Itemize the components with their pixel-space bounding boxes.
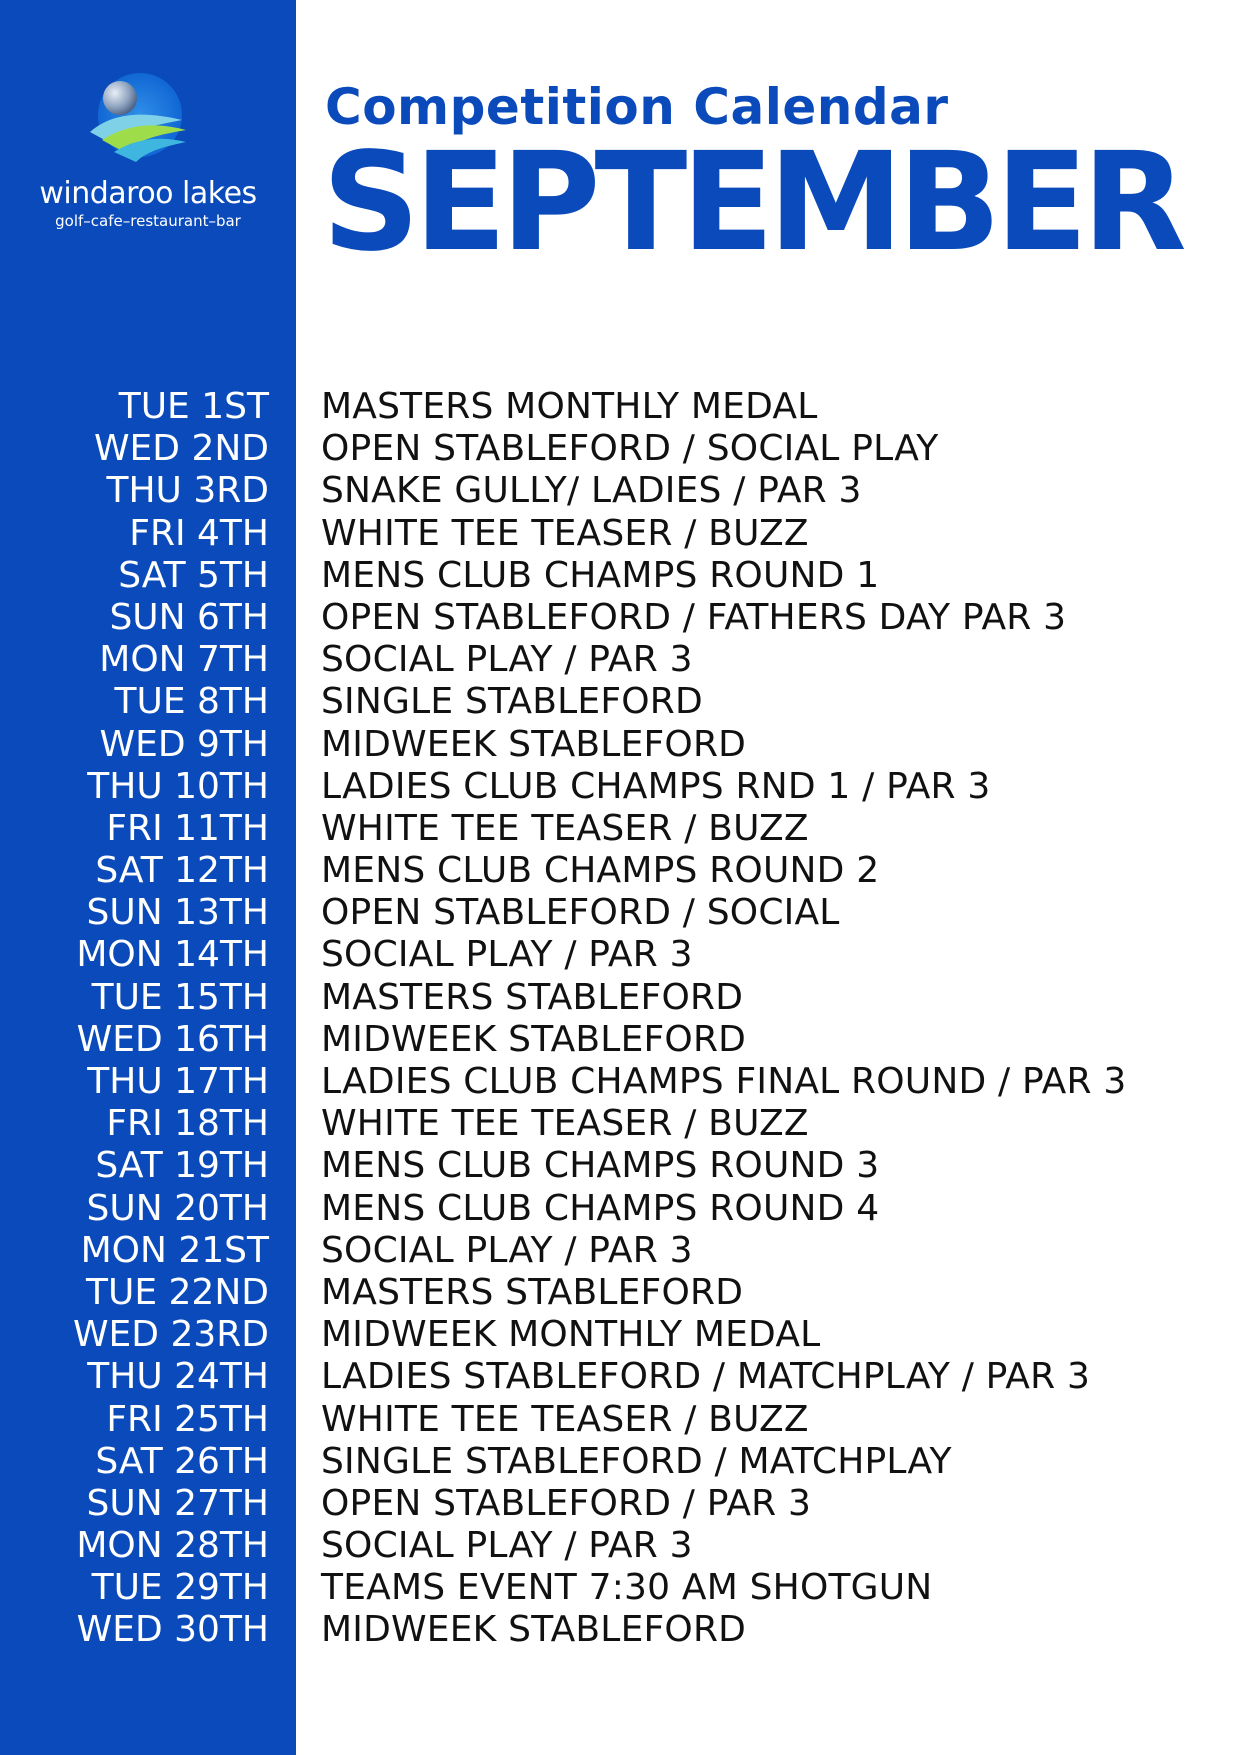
schedule-event: SINGLE STABLEFORD bbox=[321, 681, 703, 723]
schedule-event: SOCIAL PLAY / PAR 3 bbox=[321, 639, 693, 681]
schedule-day: SAT 19TH bbox=[95, 1145, 269, 1187]
schedule-event: LADIES CLUB CHAMPS RND 1 / PAR 3 bbox=[321, 765, 991, 807]
schedule-day: SUN 27TH bbox=[86, 1482, 269, 1524]
schedule-row bbox=[0, 681, 1241, 723]
schedule-row bbox=[0, 1356, 1241, 1398]
month-heading: SEPTEMBER bbox=[322, 124, 1181, 282]
schedule-day: MON 7TH bbox=[99, 639, 269, 681]
schedule-event: MIDWEEK MONTHLY MEDAL bbox=[321, 1314, 821, 1356]
schedule-row bbox=[0, 1567, 1241, 1609]
schedule-day: WED 2ND bbox=[93, 428, 269, 470]
schedule-row bbox=[0, 470, 1241, 512]
schedule-event: MASTERS STABLEFORD bbox=[321, 1271, 744, 1313]
schedule-row bbox=[0, 1019, 1241, 1061]
schedule-row bbox=[0, 1103, 1241, 1145]
schedule-row bbox=[0, 639, 1241, 681]
schedule-row bbox=[0, 724, 1241, 766]
schedule-event: OPEN STABLEFORD / PAR 3 bbox=[321, 1482, 812, 1524]
schedule-event: MENS CLUB CHAMPS ROUND 3 bbox=[321, 1145, 880, 1187]
schedule-day: MON 28TH bbox=[76, 1525, 269, 1567]
schedule-day: MON 21ST bbox=[80, 1229, 269, 1271]
schedule-row bbox=[0, 1314, 1241, 1356]
schedule-day: THU 3RD bbox=[106, 470, 269, 512]
schedule-day: WED 23RD bbox=[72, 1314, 269, 1356]
club-tagline: golf–cafe–restaurant–bar bbox=[55, 212, 241, 230]
page-title: Competition Calendar bbox=[325, 78, 949, 136]
schedule-day: FRI 4TH bbox=[129, 512, 269, 554]
schedule-event: OPEN STABLEFORD / SOCIAL PLAY bbox=[321, 428, 939, 470]
schedule-day: SUN 6TH bbox=[109, 596, 269, 638]
schedule-row bbox=[0, 808, 1241, 850]
schedule-row bbox=[0, 1483, 1241, 1525]
schedule-row bbox=[0, 1609, 1241, 1651]
schedule-day: MON 14TH bbox=[76, 934, 269, 976]
schedule-event: SOCIAL PLAY / PAR 3 bbox=[321, 1229, 693, 1271]
schedule-event: MENS CLUB CHAMPS ROUND 1 bbox=[321, 554, 880, 596]
schedule-row bbox=[0, 1272, 1241, 1314]
club-name: windaroo lakes bbox=[39, 176, 257, 211]
schedule-row bbox=[0, 766, 1241, 808]
schedule-row bbox=[0, 892, 1241, 934]
schedule-event: SOCIAL PLAY / PAR 3 bbox=[321, 934, 693, 976]
schedule-row bbox=[0, 597, 1241, 639]
schedule-day: TUE 1ST bbox=[118, 386, 269, 427]
schedule-event: MIDWEEK STABLEFORD bbox=[321, 1018, 747, 1060]
schedule-day: SUN 13TH bbox=[86, 892, 269, 934]
schedule-row bbox=[0, 934, 1241, 976]
schedule-day: TUE 22ND bbox=[86, 1271, 269, 1313]
golf-ball-over-water-logo-icon bbox=[82, 70, 192, 170]
schedule-event: LADIES CLUB CHAMPS FINAL ROUND / PAR 3 bbox=[321, 1061, 1127, 1102]
schedule-day: SAT 5TH bbox=[118, 554, 269, 596]
schedule-day: THU 10TH bbox=[87, 765, 269, 807]
schedule-day: FRI 18TH bbox=[106, 1103, 269, 1145]
schedule-day: WED 9TH bbox=[99, 723, 269, 765]
schedule-day: TUE 29TH bbox=[91, 1567, 269, 1609]
schedule-event: WHITE TEE TEASER / BUZZ bbox=[321, 1103, 809, 1145]
schedule-row bbox=[0, 1230, 1241, 1272]
schedule-row bbox=[0, 386, 1241, 428]
schedule-row bbox=[0, 1525, 1241, 1567]
schedule-event: OPEN STABLEFORD / SOCIAL bbox=[321, 892, 840, 934]
schedule-event: WHITE TEE TEASER / BUZZ bbox=[321, 512, 809, 554]
schedule-day: FRI 25TH bbox=[106, 1398, 269, 1440]
competition-schedule bbox=[0, 386, 1241, 1652]
club-logo bbox=[0, 70, 296, 240]
schedule-event: SINGLE STABLEFORD / MATCHPLAY bbox=[321, 1440, 952, 1482]
schedule-day: WED 16TH bbox=[76, 1018, 269, 1060]
schedule-event: LADIES STABLEFORD / MATCHPLAY / PAR 3 bbox=[321, 1356, 1091, 1398]
schedule-row bbox=[0, 1061, 1241, 1103]
schedule-day: FRI 11TH bbox=[106, 807, 269, 849]
schedule-event: MIDWEEK STABLEFORD bbox=[321, 723, 747, 765]
schedule-event: MIDWEEK STABLEFORD bbox=[321, 1609, 747, 1651]
schedule-event: MENS CLUB CHAMPS ROUND 2 bbox=[321, 850, 880, 892]
schedule-day: THU 17TH bbox=[87, 1061, 269, 1102]
schedule-day: SAT 12TH bbox=[95, 850, 269, 892]
schedule-row bbox=[0, 1145, 1241, 1187]
schedule-event: TEAMS EVENT 7:30 AM SHOTGUN bbox=[321, 1567, 933, 1609]
schedule-row bbox=[0, 513, 1241, 555]
schedule-row bbox=[0, 555, 1241, 597]
schedule-day: SUN 20TH bbox=[86, 1187, 269, 1229]
schedule-row bbox=[0, 1399, 1241, 1441]
schedule-row bbox=[0, 850, 1241, 892]
schedule-day: WED 30TH bbox=[76, 1609, 269, 1651]
schedule-event: WHITE TEE TEASER / BUZZ bbox=[321, 807, 809, 849]
schedule-day: TUE 8TH bbox=[114, 681, 269, 723]
schedule-day: THU 24TH bbox=[87, 1356, 269, 1398]
schedule-row bbox=[0, 428, 1241, 470]
schedule-row bbox=[0, 977, 1241, 1019]
schedule-row bbox=[0, 1188, 1241, 1230]
schedule-event: MENS CLUB CHAMPS ROUND 4 bbox=[321, 1187, 880, 1229]
schedule-event: SOCIAL PLAY / PAR 3 bbox=[321, 1525, 693, 1567]
schedule-event: MASTERS STABLEFORD bbox=[321, 976, 744, 1018]
schedule-event: WHITE TEE TEASER / BUZZ bbox=[321, 1398, 809, 1440]
schedule-day: TUE 15TH bbox=[91, 976, 269, 1018]
schedule-event: SNAKE GULLY/ LADIES / PAR 3 bbox=[321, 470, 862, 512]
schedule-event: MASTERS MONTHLY MEDAL bbox=[321, 386, 818, 427]
schedule-day: SAT 26TH bbox=[95, 1440, 269, 1482]
schedule-row bbox=[0, 1441, 1241, 1483]
schedule-event: OPEN STABLEFORD / FATHERS DAY PAR 3 bbox=[321, 596, 1067, 638]
